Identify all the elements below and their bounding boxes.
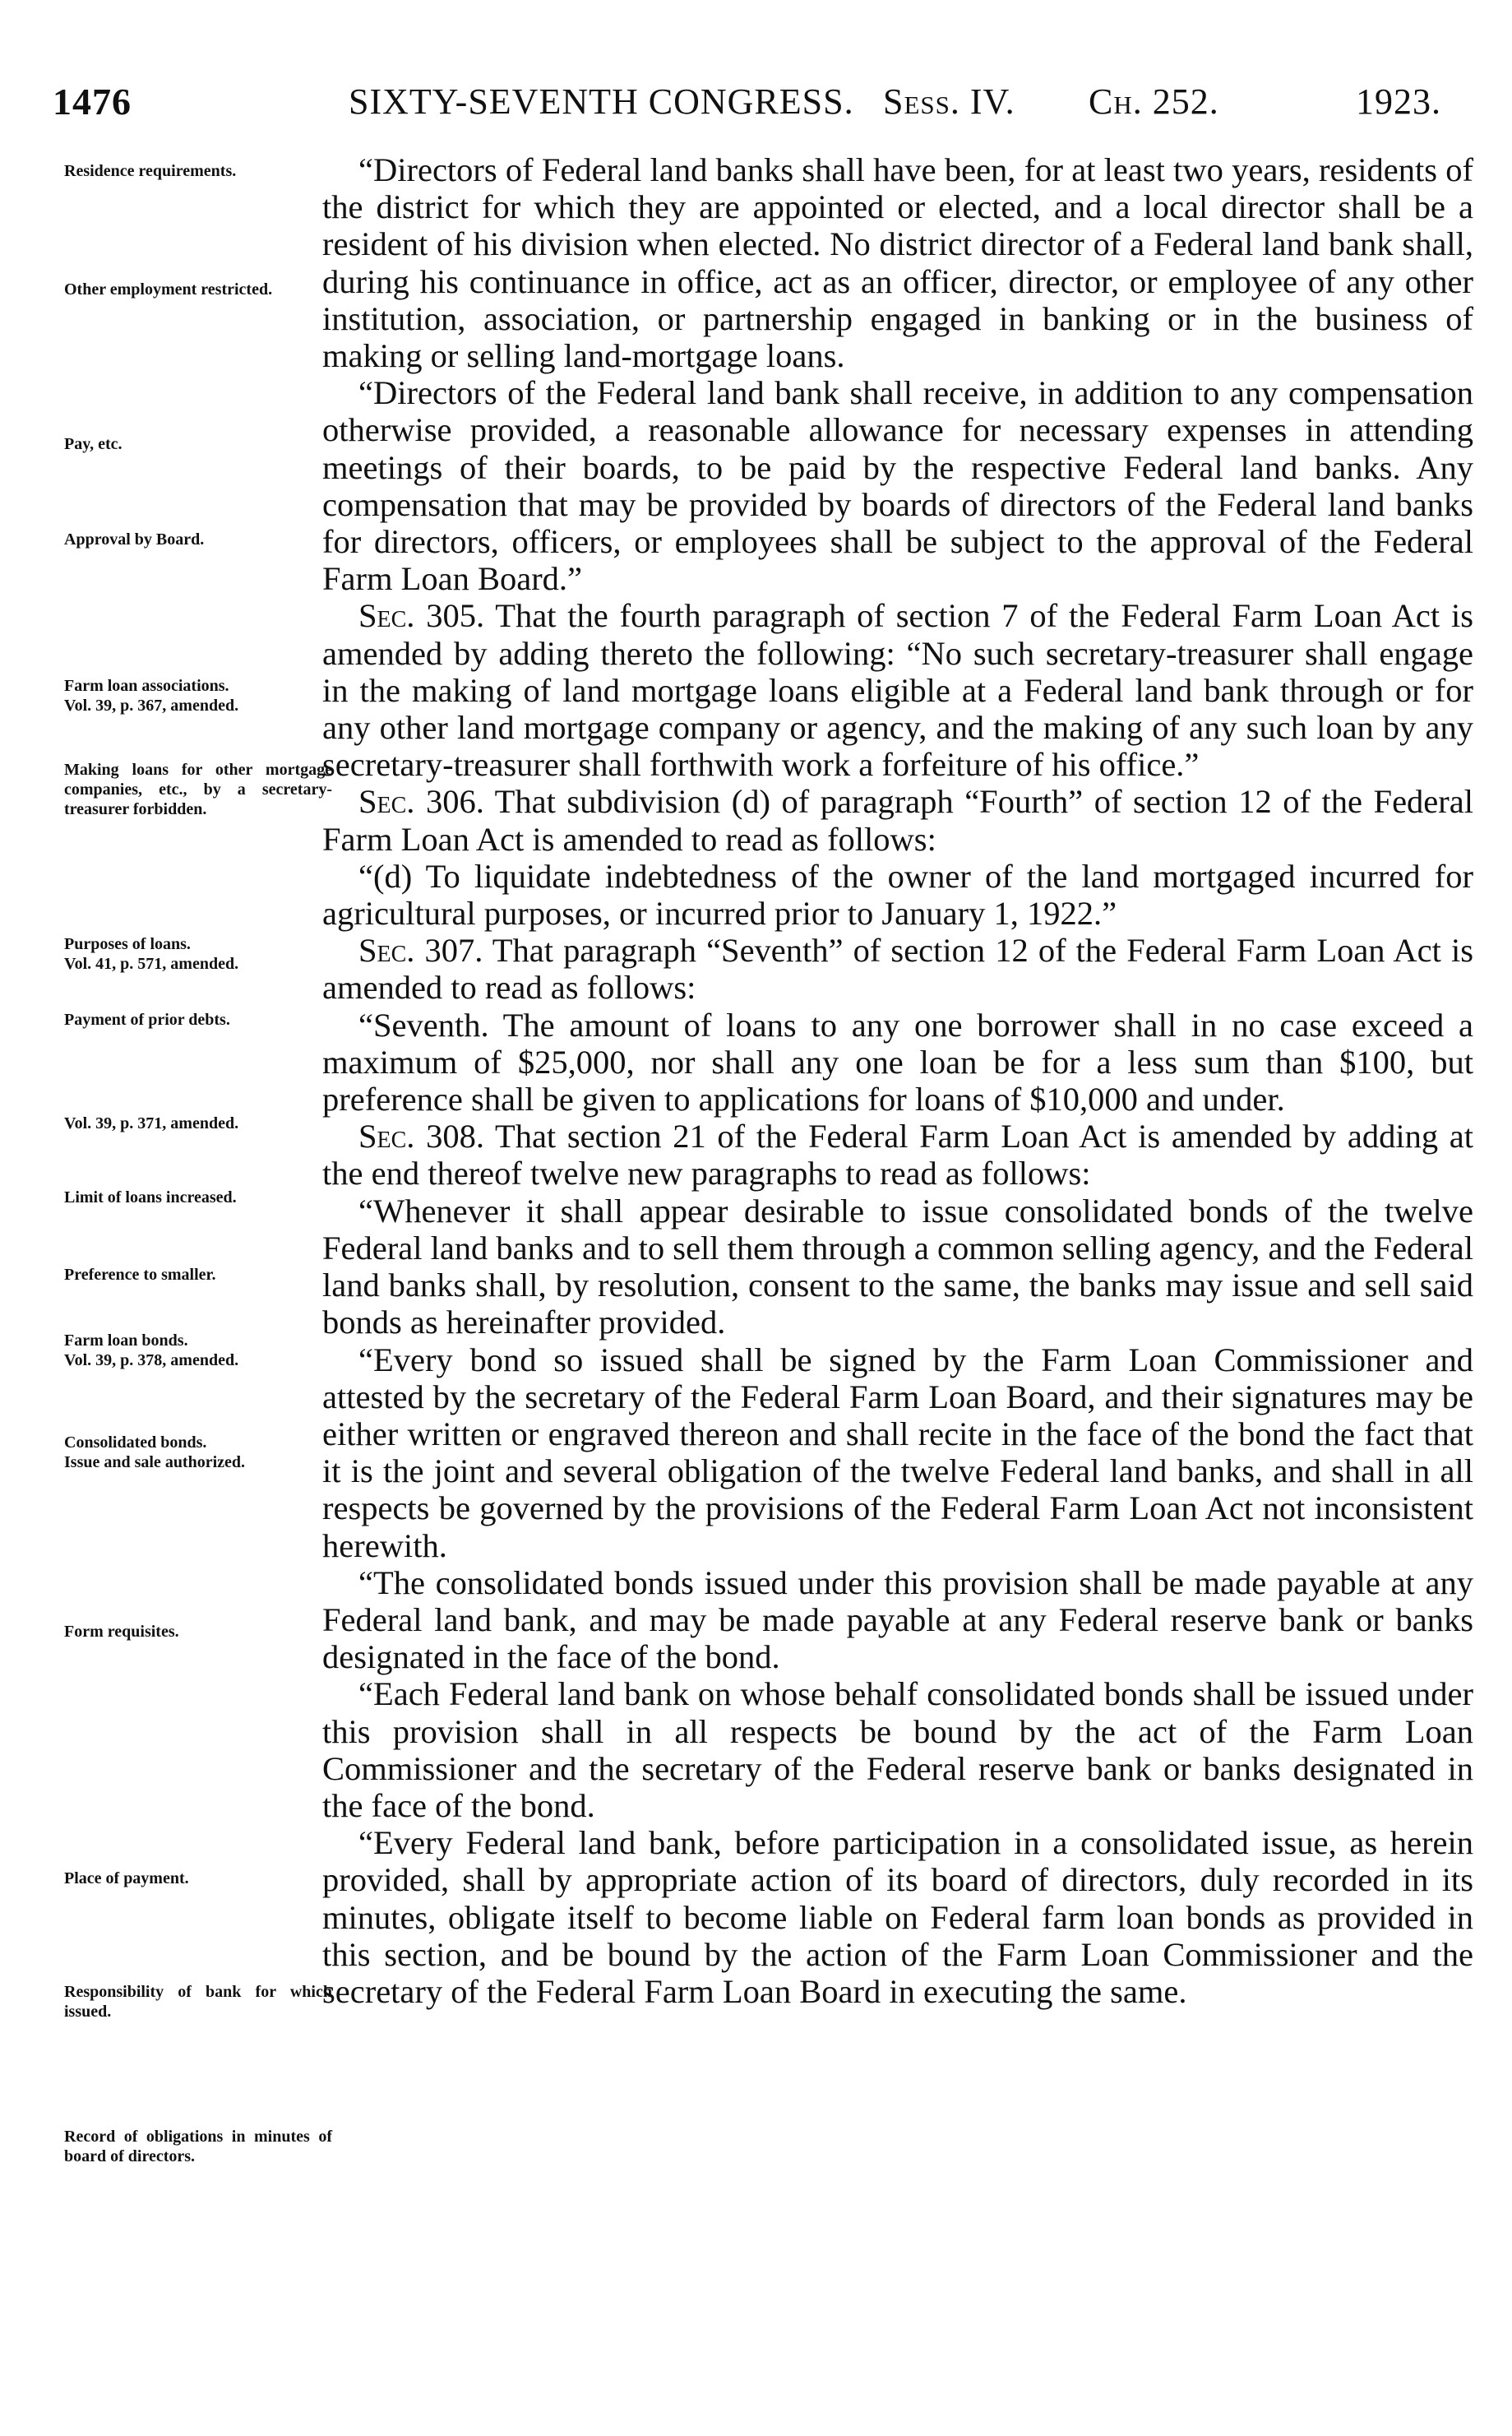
- margin-note-text: Place of payment.: [64, 1869, 189, 1887]
- margin-note-text: Purposes of loans.: [64, 935, 191, 953]
- paragraph: “Every Federal land bank, before participation in a consolidated issue, as herein provided, shall by appropriate action of its board of directors, duly recorded in its minutes, obligate itself to become liable on Federal farm loan bonds as provided in this section, and be bound by the action of the Farm Loan Commissioner and the secretary of the Federal Farm Loan Board in executing the same.: [322, 1824, 1473, 2010]
- paragraph: “Directors of Federal land banks shall have been, for at least two years, residents of the district for which they are appointed or elected, and a local director shall be a resident of his division when elected. No district director of a Federal land bank shall, during his continuance in office, act as an officer, director, or employee of any other institution, association, or partnership engaged in banking or in the business of making or selling land-mortgage loans.: [322, 151, 1473, 375]
- paragraph: “(d) To liquidate indebtedness of the owner of the land mortgaged incurred for agricultural purposes, or incurred prior to January 1, 1922.”: [322, 857, 1473, 933]
- margin-note: [64, 1114, 332, 1133]
- margin-note: [64, 1010, 332, 1030]
- section-number: Sec. 307.: [358, 932, 483, 970]
- margin-note: [64, 2127, 332, 2166]
- margin-note-text: Residence requirements.: [64, 162, 237, 180]
- margin-note-citation: Vol. 39, p. 371, amended.: [64, 1114, 239, 1132]
- chapter-label: Ch. 252.: [1089, 81, 1219, 122]
- margin-note: [64, 1331, 332, 1370]
- margin-note: [64, 1265, 332, 1285]
- margin-note-text: Limit of loans increased.: [64, 1188, 237, 1206]
- margin-note-citation: Vol. 39, p. 367, amended.: [64, 697, 239, 715]
- section-paragraph: Sec. 308. That section 21 of the Federal Farm Loan Act is amended by adding at the end thereof twelve new paragraphs to read as follows:: [322, 1118, 1473, 1193]
- margin-note: [64, 280, 332, 299]
- page-number: 1476: [53, 81, 132, 123]
- paragraph: “Whenever it shall appear desirable to issue consolidated bonds of the twelve Federal land banks and to sell them through a common selling agency, and the Federal land banks shall, by resolution, consent to the same, the banks may issue and sell said bonds as hereinafter provided.: [322, 1192, 1473, 1341]
- margin-note: [64, 434, 332, 454]
- section-number: Sec. 308.: [358, 1118, 484, 1155]
- statute-body: [322, 151, 1473, 2010]
- margin-note: [64, 161, 332, 181]
- margin-note: [64, 760, 332, 819]
- section-paragraph: Sec. 305. That the fourth paragraph of section 7 of the Federal Farm Loan Act is amended by adding thereto the following: “No such secretary-treasurer shall engage in the making of land mortgage loans eligible at a Federal land bank through or for any other land mortgage company or agency, and the making of any such loan by any secretary-treasurer shall forthwith work a forfeiture of his office.”: [322, 597, 1473, 784]
- margin-note-citation: Vol. 39, p. 378, amended.: [64, 1351, 239, 1369]
- margin-note-text: Payment of prior debts.: [64, 1011, 230, 1029]
- margin-note-text: Farm loan bonds.: [64, 1331, 188, 1350]
- margin-note: [64, 1188, 332, 1207]
- paragraph: “Every bond so issued shall be signed by the Farm Loan Commissioner and attested by the secretary of the Federal Farm Loan Board, and their signatures may be either written or engraved thereon and shall recite in the face of the bond the fact that it is the joint and several obligation of the twelve Federal land banks, and shall in all respects be governed by the provisions of the Federal Farm Loan Act not inconsistent herewith.: [322, 1341, 1473, 1564]
- margin-note: [64, 676, 332, 716]
- session-label: Sess. IV.: [883, 81, 1015, 122]
- margin-note-text: Making loans for other mortgage companies, etc., by a secretary-treasurer forbidden.: [64, 761, 332, 818]
- margin-note: [64, 1869, 332, 1888]
- running-title: SIXTY-SEVENTH CONGRESS.: [349, 81, 854, 122]
- margin-note-text: Consolidated bonds.: [64, 1433, 207, 1452]
- margin-note: [64, 1622, 332, 1642]
- margin-note-text: Form requisites.: [64, 1623, 179, 1641]
- section-paragraph: Sec. 307. That paragraph “Seventh” of section 12 of the Federal Farm Loan Act is amended to read as follows:: [322, 932, 1473, 1007]
- page-header: [53, 76, 1467, 128]
- margin-note-text: Other employment restricted.: [64, 280, 273, 299]
- margin-note-text: Approval by Board.: [64, 530, 205, 549]
- margin-note-text: Pay, etc.: [64, 435, 123, 453]
- paragraph: “Seventh. The amount of loans to any one borrower shall in no case exceed a maximum of $25,000, nor shall any one loan be for a less sum than $100, but preference shall be given to applications for loans of $10,000 and under.: [322, 1006, 1473, 1118]
- margin-note: [64, 530, 332, 549]
- year-label: 1923.: [1356, 81, 1441, 122]
- section-paragraph: Sec. 306. That subdivision (d) of paragraph “Fourth” of section 12 of the Federal Farm Loan Act is amended to read as follows:: [322, 783, 1473, 858]
- margin-note-text: Preference to smaller.: [64, 1266, 216, 1284]
- section-number: Sec. 306.: [358, 783, 484, 821]
- paragraph: “Each Federal land bank on whose behalf consolidated bonds shall be issued under this provision shall in all respects be bound by the act of the Farm Loan Commissioner and the secretary of the Federal reserve bank or banks designated in the face of the bond.: [322, 1675, 1473, 1824]
- margin-note-subtext: Issue and sale authorized.: [64, 1453, 246, 1471]
- margin-note: [64, 1433, 332, 1472]
- paragraph: “Directors of the Federal land bank shall receive, in addition to any compensation otherwise provided, a reasonable allowance for necessary expenses in attending meetings of their boards, to be paid by the respective Federal land banks. Any compensation that may be provided by boards of directors of the Federal land banks for directors, officers, or employees shall be subject to the approval of the Federal Farm Loan Board.”: [322, 374, 1473, 598]
- margin-note-text: Record of obligations in minutes of board of directors.: [64, 2128, 332, 2165]
- margin-note: [64, 934, 332, 974]
- margin-note: [64, 1982, 332, 2022]
- paragraph: “The consolidated bonds issued under this provision shall be made payable at any Federal land bank, and may be made payable at any Federal reserve bank or banks designated in the face of the bond.: [322, 1563, 1473, 1676]
- margin-note-text: Farm loan associations.: [64, 677, 229, 695]
- section-number: Sec. 305.: [358, 597, 485, 635]
- margin-note-text: Responsibility of bank for which issued.: [64, 1983, 332, 2021]
- margin-note-citation: Vol. 41, p. 571, amended.: [64, 955, 239, 973]
